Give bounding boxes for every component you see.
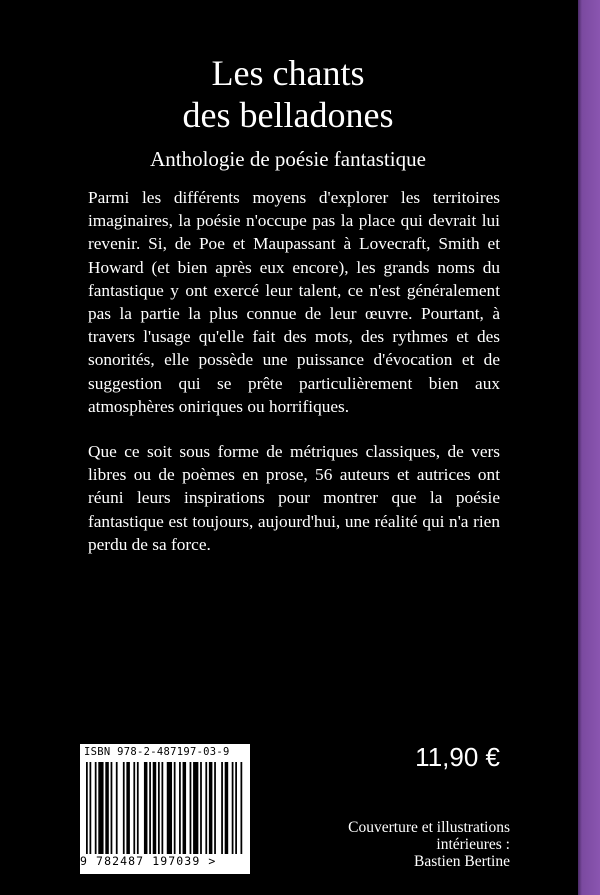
credits-line-3: Bastien Bertine [414,853,510,870]
barcode-bars [86,762,244,854]
spine-strip [578,0,600,895]
blurb-paragraph-2: Que ce soit sous forme de métriques classiques, de vers libres ou de poèmes en prose, 56 auteurs et autrices ont réuni leurs inspirations pour montrer que la poésie fantastique est toujours, aujourd'hui, une réalité qui n'a rien perdu de sa force. [88,442,500,554]
book-subtitle: Anthologie de poésie fantastique [150,147,426,171]
price: 11,90 € [415,742,500,772]
barcode [80,744,250,874]
blurb [88,186,500,578]
blurb-paragraph-1: Parmi les différents moyens d'explorer les territoires imaginaires, la poésie n'occupe pas la place qui devrait lui revenir. Si, de Poe et Maupassant à Lovecraft, Smith et Howard (et bien après eux encore), les grands noms du fantastique y ont exercé leur talent, ce n'est généralement pas la partie la plus connue de leur œuvre. Pourtant, à travers l'usage qu'elle fait des mots, des rythmes et des sonorités, elle possède une puissance d'évocation et de suggestion qui se prête particulièrement bien aux atmosphères oniriques ou horrifiques. [88,188,500,416]
barcode-digits: 9 782487 197039 > [80,854,217,868]
credits-line-2: intérieures : [436,836,510,853]
book-title [80,52,496,136]
title-line-1: Les chants [211,53,365,93]
credits [300,819,510,870]
isbn-label: ISBN 978-2-487197-03-9 [84,746,230,758]
title-line-2: des belladones [182,95,394,135]
credits-line-1: Couverture et illustrations [348,819,510,836]
